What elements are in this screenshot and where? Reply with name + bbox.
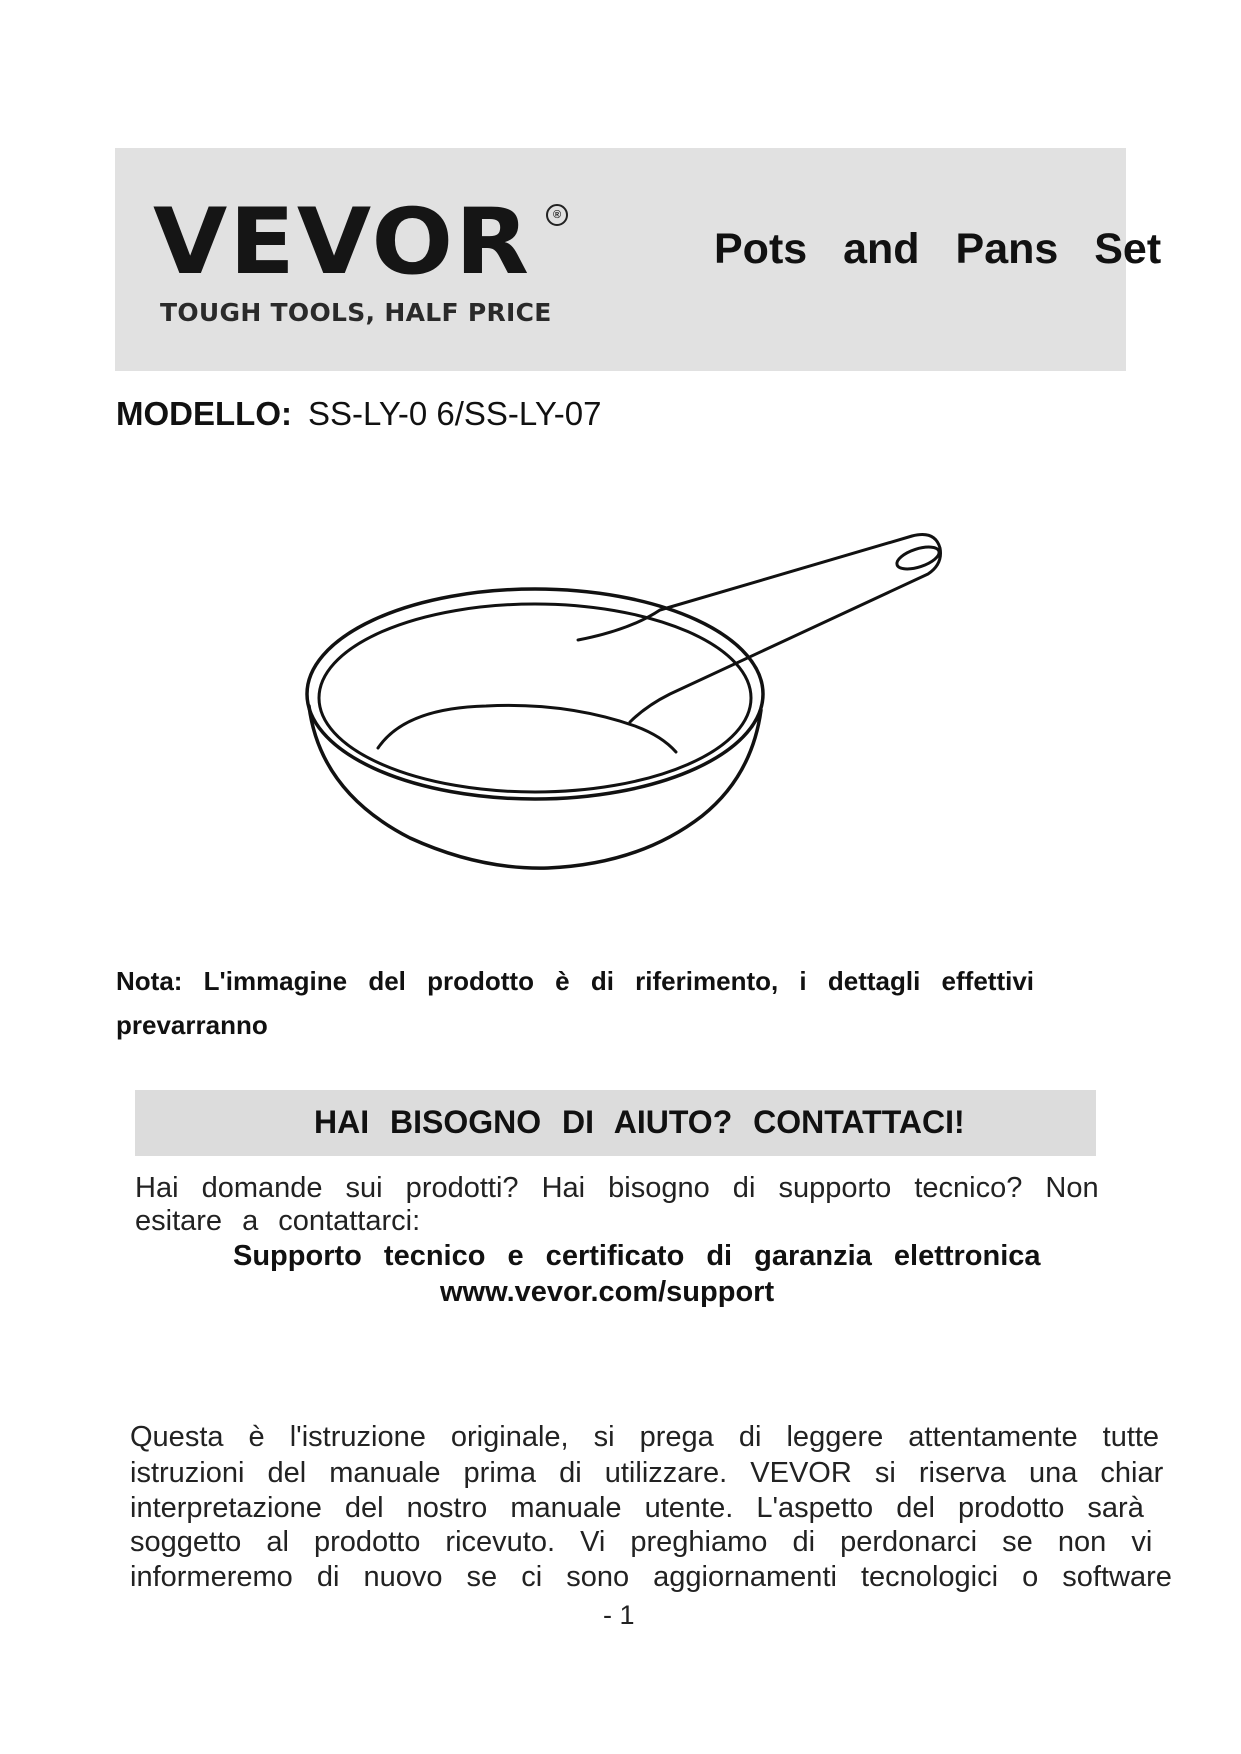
note-line-1: Nota: L'immagine del prodotto è di riferimento, i dettagli effettivi	[116, 966, 1035, 996]
model-value: SS-LY-0 6/SS-LY-07	[307, 395, 602, 432]
disclaimer-line: interpretazione del nostro manuale utente. L'aspetto del prodotto sarà	[130, 1492, 1144, 1524]
registered-mark-icon: ®	[546, 204, 568, 226]
page-number: - 1	[603, 1600, 635, 1630]
model-label: MODELLO:	[116, 395, 292, 432]
disclaimer-line: istruzioni del manuale prima di utilizzare. VEVOR si riserva una chiar	[130, 1457, 1164, 1489]
brand-tagline: TOUGH TOOLS, HALF PRICE	[160, 298, 552, 327]
pan-rim-outer	[307, 589, 763, 799]
pan-base	[378, 705, 676, 752]
pan-bowl	[309, 706, 761, 868]
brand-logo: VEVOR	[153, 188, 532, 295]
help-text-line-2: esitare a contattarci:	[135, 1205, 421, 1237]
support-link[interactable]: www.vevor.com/support	[440, 1276, 775, 1308]
disclaimer	[0, 1410, 1213, 1600]
help-text-line-1: Hai domande sui prodotti? Hai bisogno di supporto tecnico? Non	[135, 1172, 1099, 1204]
pan-rim-inner	[319, 604, 751, 792]
document-title: Pots and Pans Set	[714, 225, 1162, 273]
model-line	[116, 395, 602, 433]
help-title: HAI BISOGNO DI AIUTO? CONTATTACI!	[314, 1104, 965, 1140]
disclaimer-line: informeremo di nuovo se ci sono aggiornamenti tecnologici o software	[130, 1561, 1172, 1593]
frying-pan-illustration	[290, 530, 990, 880]
note-line-2: prevarranno	[116, 1010, 268, 1040]
support-heading: Supporto tecnico e certificato di garanzia elettronica	[233, 1240, 1041, 1272]
disclaimer-line: Questa è l'istruzione originale, si prega di leggere attentamente tutte	[130, 1421, 1160, 1453]
disclaimer-line: soggetto al prodotto ricevuto. Vi preghiamo di perdonarci se non vi	[130, 1526, 1153, 1558]
pan-handle	[578, 535, 941, 723]
